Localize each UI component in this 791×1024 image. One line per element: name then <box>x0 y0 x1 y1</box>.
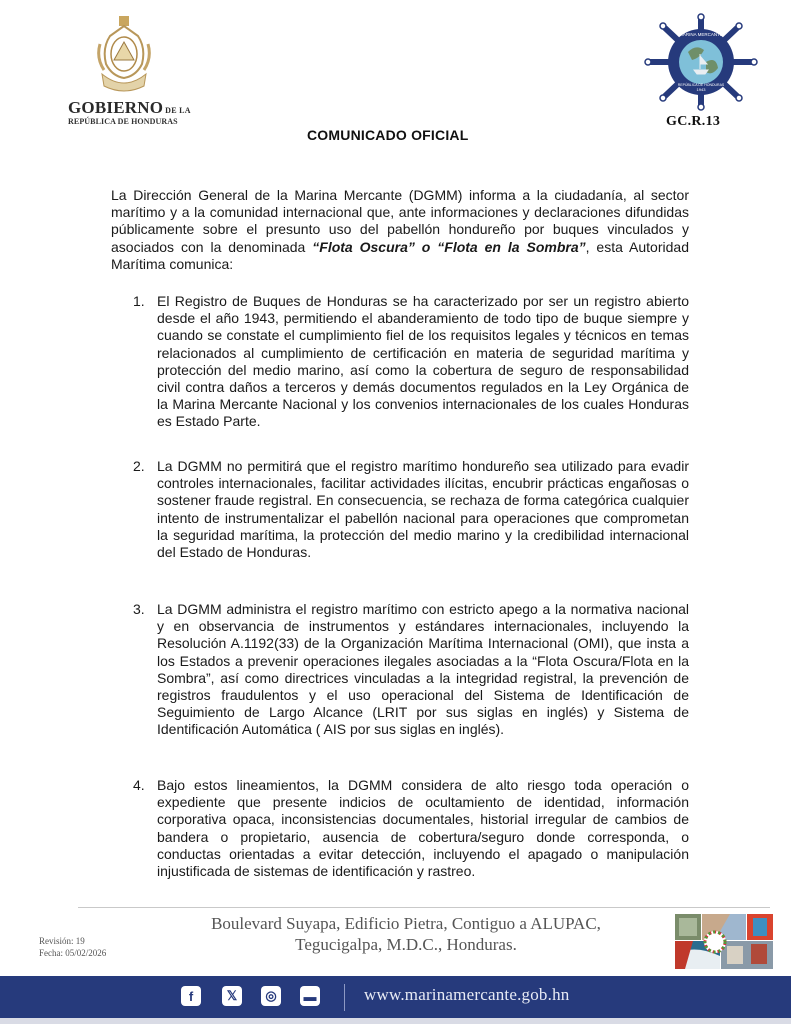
footer-strip <box>0 1018 791 1024</box>
list-item-text: El Registro de Buques de Honduras se ha caracterizado por ser un registro abierto desde el año 1943, permitiendo el abanderamiento de todo tipo de buque siempre y cuando se constate el cumplimiento fiel de los requisitos legales y técnicos en temas relacionados al cumplimiento de certificación en materia de seguridad marítima y protección del medio marino, así como la cobertura de seguro de responsabilidad civil contra daños a terceros y demás documentos regulados en la Ley Orgánica de la Marina Mercante Nacional y los convenios internacionales de los cuales Honduras es Estado Parte. <box>157 293 689 430</box>
instagram-icon[interactable]: ◎ <box>261 986 281 1006</box>
address-line-1: Boulevard Suyapa, Edificio Pietra, Contiguo a ALUPAC, <box>211 914 601 933</box>
revision-number: Revisión: 19 <box>39 936 85 946</box>
emblem-ring-bottom: REPÚBLICA DE HONDURAS <box>677 83 725 87</box>
government-title-suffix: DE LA <box>165 106 191 115</box>
ship-wheel-emblem-icon <box>642 12 760 112</box>
intro-text-end: , esta Autoridad Marítima comunica: <box>111 238 689 272</box>
list-item-number: 4. <box>133 777 145 793</box>
list-item-text: La DGMM no permitirá que el registro marítimo hondureño sea utilizado para evadir controles internacionales, facilitar actividades ilícitas, encubrir prácticas engañosas o sostener fraude registral. En consecuencia, se rechaza de forma categórica cualquier intento de instrumentalizar el pabellón nacional para operaciones que comprometan la seguridad marítima, la protección del medio marino y la credibilidad internacional del Estado de Honduras. <box>157 458 689 561</box>
list-item-number: 2. <box>133 458 145 474</box>
youtube-icon[interactable]: ▬ <box>300 986 320 1006</box>
revision-date: Fecha: 05/02/2026 <box>39 948 107 958</box>
intro-paragraph <box>111 187 689 273</box>
footer-bar-divider <box>344 984 345 1011</box>
list-item <box>133 777 689 880</box>
list-item <box>133 293 689 431</box>
address-line-2: Tegucigalpa, M.D.C., Honduras. <box>295 935 517 954</box>
facebook-icon[interactable]: f <box>181 986 201 1006</box>
website-link[interactable]: www.marinamercante.gob.hn <box>364 985 570 1004</box>
intro-text: La Dirección General de la Marina Mercante (DGMM) informa a la ciudadanía, al sector marítimo y a la comunidad internacional que, ante informaciones y declaraciones difundidas públicamente sobre el presunto uso del pabellón hondureño por buques vinculados y asociados con la denominada <box>111 187 689 255</box>
list-item-number: 1. <box>133 293 145 309</box>
document-code: GC.R.13 <box>666 114 721 129</box>
honduras-coat-of-arms-icon <box>94 14 154 96</box>
intro-emphasis: “Flota Oscura” o “Flota en la Sombra” <box>312 238 586 255</box>
emblem-year: 1943 <box>696 87 706 92</box>
footer-divider <box>78 907 770 908</box>
government-logo <box>62 14 202 124</box>
emblem-ring-top: MARINA MERCANTE <box>679 32 723 37</box>
list-item-number: 3. <box>133 601 145 617</box>
list-item-text: Bajo estos lineamientos, la DGMM considera de alto riesgo toda operación o expediente que presente indicios de ocultamiento de identidad, información corporativa opaca, inconsistencias documentales, historial irregular de cambios de bandera o propietario, ausencia de cobertura/seguro donde corresponda, o conductas orientadas a evitar detección, incluyendo el apagado o manipulación injustificada de sistemas de identificación y rastreo. <box>157 777 689 880</box>
list-item <box>133 601 689 739</box>
footer-address <box>176 913 636 955</box>
list-item <box>133 458 689 561</box>
government-title: GOBIERNO DE LA <box>68 98 191 117</box>
x-twitter-icon[interactable]: 𝕏 <box>222 986 242 1006</box>
photo-collage-icon <box>675 914 773 969</box>
revision-block <box>39 935 106 959</box>
list-item-text: La DGMM administra el registro marítimo con estricto apego a la normativa nacional y en observancia de instrumentos y estándares internacionales, incluyendo la Resolución A.1192(33) de la Organización Marítima Internacional (OMI), que insta a los Estados a prevenir operaciones ilegales asociadas a la “Flota Oscura/Flota en la Sombra”, así como directrices vinculadas a la integridad registral, la prevención de registros fraudulentos y el uso operacional del Sistema de Identificación de Seguimiento de Largo Alcance (LRIT por sus siglas en inglés) y Sistema de Identificación Automática ( AIS por sus siglas en inglés). <box>157 601 689 738</box>
document-title: COMUNICADO OFICIAL <box>307 127 469 143</box>
government-subtitle: REPÚBLICA DE HONDURAS <box>68 117 178 126</box>
